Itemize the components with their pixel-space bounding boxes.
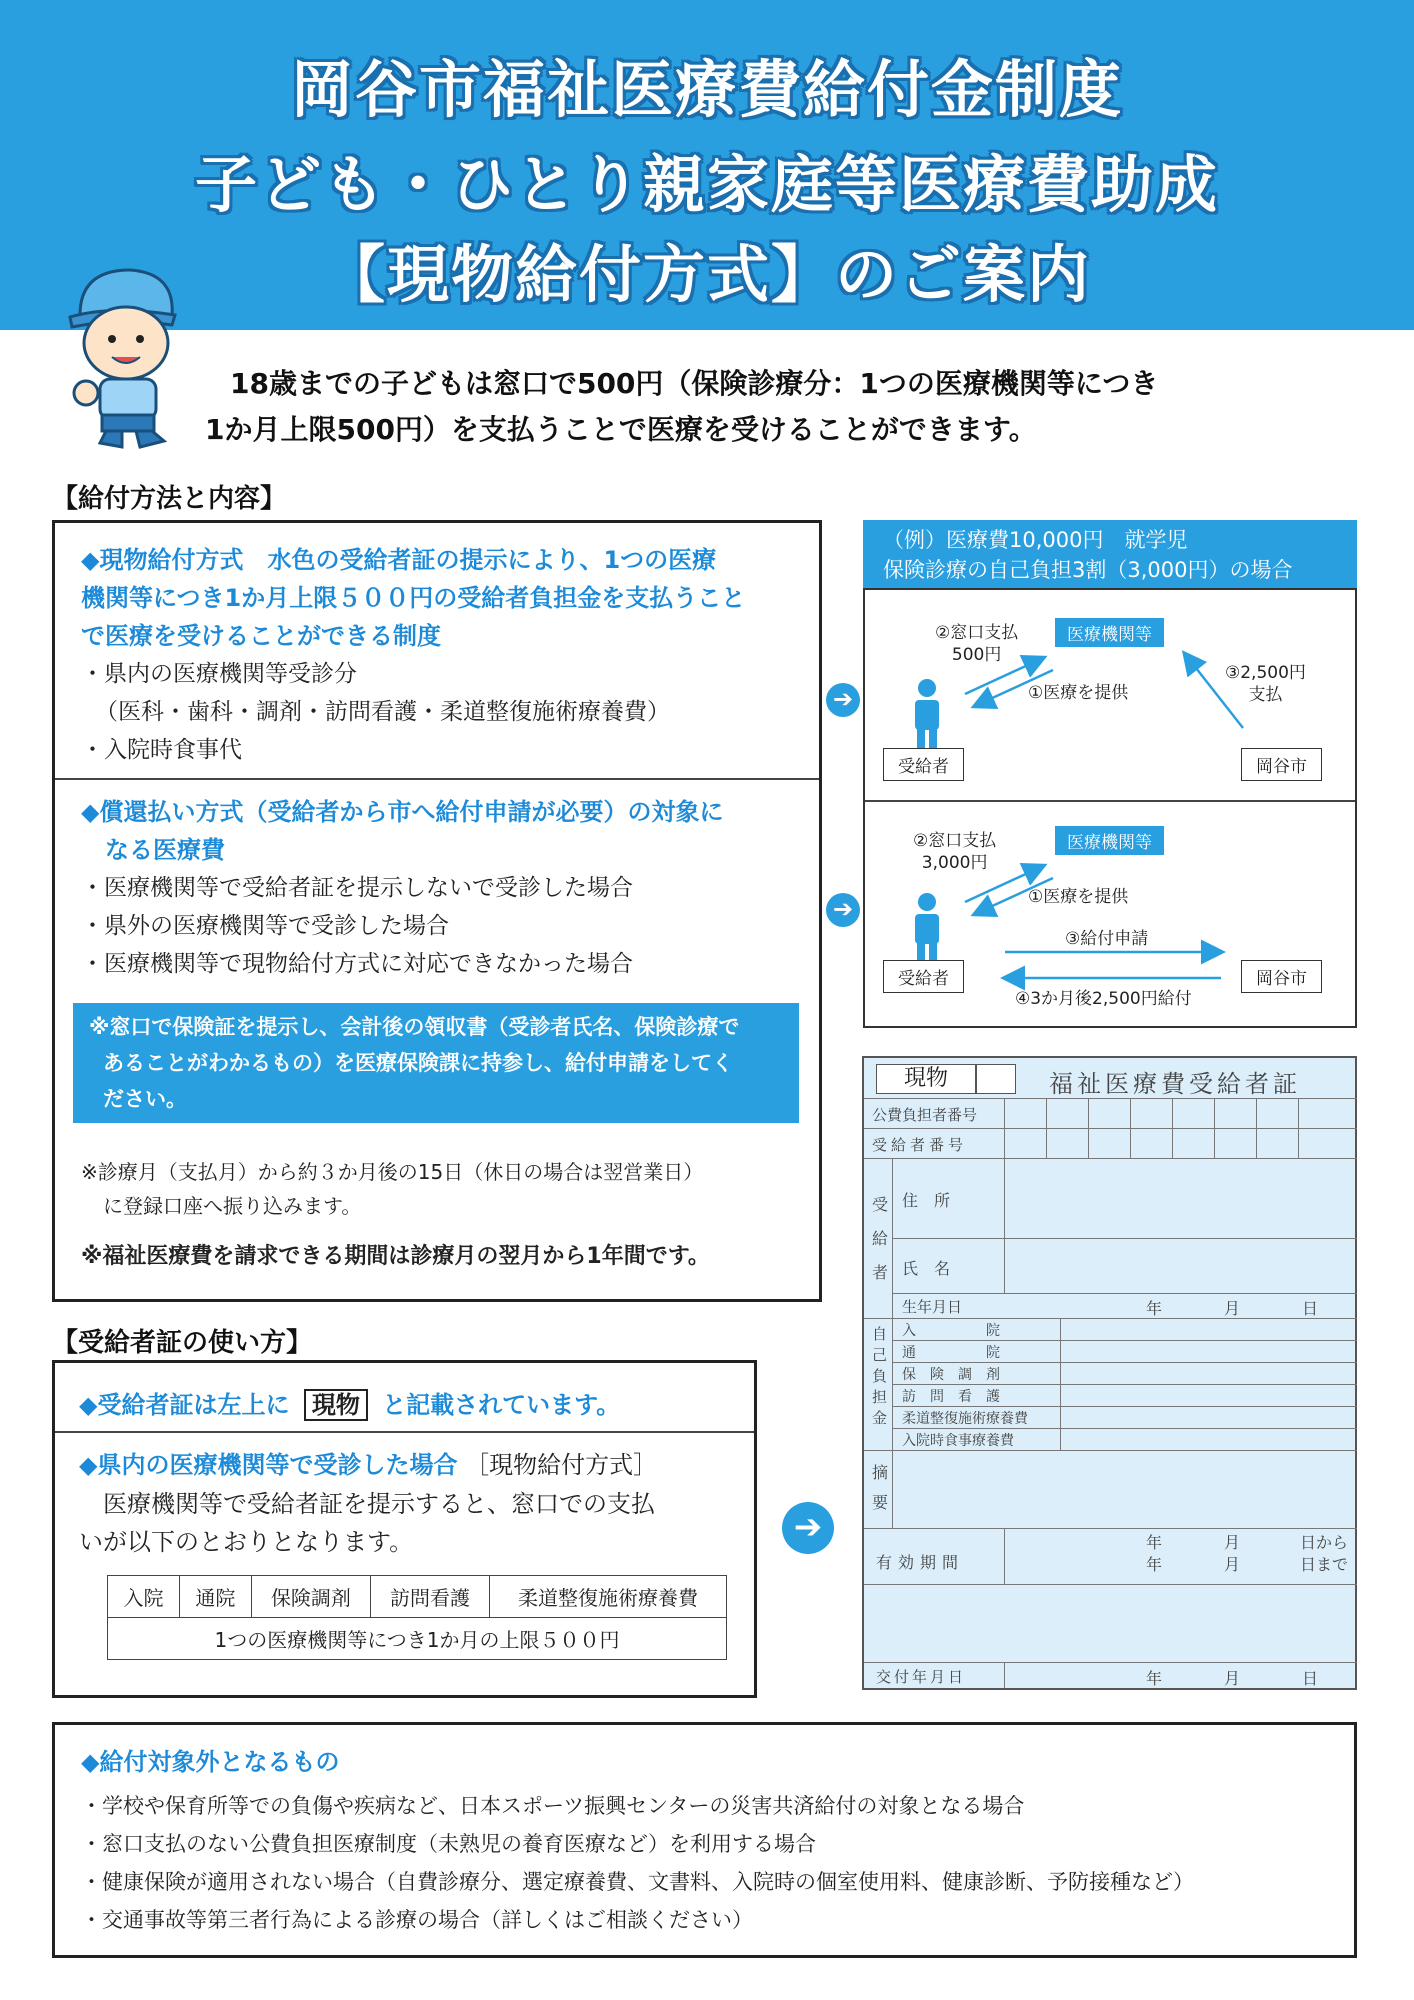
cert-jiko-row: 柔道整復施術療養費: [902, 1411, 1028, 1427]
genbutsu-item: ・入院時食事代: [81, 737, 242, 763]
arrow-city-pay: [1185, 654, 1243, 728]
copay-header: 入院: [108, 1576, 180, 1618]
cert-day: 日: [1302, 1299, 1319, 1318]
case2-jukyusha: 受給者: [883, 960, 964, 993]
case1-city-pay-line: 支払: [1248, 685, 1283, 705]
cert-yuko-month: [1224, 1532, 1240, 1576]
exclusion-item: ・学校や保育所等での負傷や疾病など、日本スポーツ振興センターの災害共済給付の対象となる場合: [81, 1794, 1025, 1818]
cert-side-char: 給: [872, 1229, 889, 1248]
exclusions-heading: ◆給付対象外となるもの: [81, 1748, 340, 1776]
case2-teikyo: ①医療を提供: [1028, 887, 1129, 907]
shokan-note-line: ださい。: [103, 1087, 187, 1111]
cert-month: 月: [1224, 1533, 1241, 1552]
cert-side-char: 担: [872, 1388, 888, 1406]
cert-month: 月: [1224, 1669, 1241, 1688]
shokan-heading-2: なる医療費: [105, 836, 225, 864]
usage-heading-2-text: ◆県内の医療機関等で受診した場合: [79, 1451, 458, 1479]
cert-month: 月: [1224, 1299, 1241, 1318]
genbutsu-item: ・県内の医療機関等受診分: [81, 661, 357, 687]
child-mascot-icon: [60, 255, 190, 455]
example-header-line: 保険診療の自己負担3割（3,000円）の場合: [883, 558, 1293, 582]
copay-header: 通院: [179, 1576, 251, 1618]
cert-side-char: 者: [872, 1263, 889, 1282]
jukyusha-certificate: [862, 1056, 1357, 1690]
genbutsu-item: （医科・歯科・調剤・訪問看護・柔道整復施術療養費）: [95, 699, 670, 725]
title-line-1: 岡谷市福祉医療費給付金制度: [290, 53, 1123, 126]
cert-from: 日から: [1300, 1533, 1349, 1552]
shokan-item: ・県外の医療機関等で受診した場合: [81, 913, 449, 939]
shokan-note-line: ※窓口で保険証を提示し、会計後の領収書（受診者氏名、保険診療で: [89, 1015, 740, 1039]
cert-year: 年: [1146, 1533, 1163, 1552]
arrow-right-icon: ➔: [826, 683, 860, 717]
shokan-note-line: あることがわかるもの）を医療保険課に持参し、給付申請をしてく: [103, 1051, 733, 1075]
usage-box: [52, 1360, 757, 1698]
shokan-heading-1: ◆償還払い方式（受給者から市へ給付申請が必要）の対象に: [81, 798, 724, 826]
example-header: [863, 520, 1357, 590]
genbutsu-heading-3: で医療を受けることができる制度: [81, 622, 441, 650]
case1-amount: 500円: [951, 645, 1002, 665]
arrow-right-icon: ➔: [826, 893, 860, 927]
shokan-item: ・医療機関等で現物給付方式に対応できなかった場合: [81, 951, 633, 977]
example-diagram: [863, 588, 1357, 1028]
cert-yuko-fromto: [1300, 1532, 1348, 1576]
case2-amount: 3,000円: [921, 853, 988, 873]
case2-shinsei: ③給付申請: [1065, 929, 1149, 949]
cert-day: 日: [1302, 1669, 1319, 1688]
copay-header: 訪問看護: [370, 1576, 489, 1618]
copay-value: 1つの医療機関等につき1か月の上限５００円: [108, 1618, 727, 1660]
cert-jiko-row: 入院時食事療養費: [902, 1433, 1014, 1449]
intro-line-2: 1か月上限500円）を支払うことで医療を受けることができます。: [205, 413, 1037, 446]
genbutsu-heading-2: 機関等につき1か月上限５００円の受給者負担金を支払うこと: [81, 584, 746, 612]
usage-line-1: [79, 1385, 620, 1420]
cert-genbutsu: 現物: [876, 1064, 976, 1094]
cert-kofu: 交付年月日: [876, 1668, 967, 1686]
case1-teikyo: ①医療を提供: [1028, 683, 1129, 703]
cert-year: 年: [1146, 1555, 1163, 1574]
usage-body-1: 医療機関等で受給者証を提示すると、窓口での支払: [103, 1490, 655, 1518]
kyufu-method-box: [52, 520, 822, 1302]
cert-side-jiko: [872, 1324, 887, 1429]
cert-side-char: 負: [872, 1367, 888, 1385]
case1-jukyusha: 受給者: [883, 748, 964, 781]
cert-side-char: 要: [872, 1493, 889, 1512]
cert-jiko-row: 訪 問 看 護: [902, 1389, 1000, 1405]
section-title-usage: 【受給者証の使い方】: [52, 1328, 313, 1358]
genbutsu-heading-1: ◆現物給付方式 水色の受給者証の提示により、1つの医療: [81, 546, 717, 574]
cert-yuko-kikan: 有効期間: [876, 1553, 965, 1572]
exclusion-item: ・交通事故等第三者行為による診療の場合（詳しくはご相談ください）: [81, 1908, 753, 1932]
arrow-provide: [975, 878, 1053, 914]
intro-line-1: 18歳までの子どもは窓口で500円（保険診療分：1つの医療機関等につき: [230, 367, 1159, 400]
cert-side-char: 金: [872, 1409, 888, 1427]
exclusion-item: ・窓口支払のない公費負担医療制度（未熟児の養育医療など）を利用する場合: [81, 1832, 816, 1856]
case2-madoguchi-label: ②窓口支払: [913, 831, 997, 851]
header-banner: [0, 0, 1414, 330]
case1-madoguchi-label: ②窓口支払: [935, 623, 1019, 643]
person-icon: [915, 679, 939, 748]
case2-city: 岡谷市: [1241, 960, 1322, 993]
cert-year: 年: [1146, 1299, 1163, 1318]
usage-line-1-post: と記載されています。: [382, 1391, 621, 1419]
usage-heading-2-suffix: ［現物給付方式］: [465, 1451, 658, 1479]
cert-tekiyo: [872, 1458, 888, 1518]
shokan-item: ・医療機関等で受給者証を提示しないで受診した場合: [81, 875, 633, 901]
divider: [55, 1431, 754, 1433]
cert-jukyusha-no: 受給者番号: [872, 1136, 968, 1154]
exclusions-box: [52, 1722, 1357, 1958]
shokan-note: [73, 1003, 799, 1123]
cert-jiko-row: 保 険 調 剤: [902, 1367, 1000, 1383]
arrow-pay: [965, 658, 1043, 694]
usage-body-2: いが以下のとおりとなります。: [79, 1528, 414, 1556]
title-line-2: 子ども・ひとり親家庭等医療費助成: [194, 148, 1219, 221]
arrow-provide: [975, 670, 1053, 706]
case2-kyufu: ④3か月後2,500円給付: [1015, 989, 1192, 1009]
arrow-pay: [965, 866, 1043, 902]
cert-kouhi: 公費負担者番号: [872, 1106, 978, 1124]
genbutsu-tag: 現物: [304, 1389, 368, 1421]
cert-month: 月: [1224, 1555, 1241, 1574]
section-title-kyufu: 【給付方法と内容】: [52, 484, 287, 514]
cert-year: 年: [1146, 1669, 1163, 1688]
case2-iryo-kikan: 医療機関等: [1055, 826, 1164, 855]
cert-to: 日まで: [1300, 1555, 1349, 1574]
cert-blank: [976, 1064, 1016, 1094]
cert-side-char: 摘: [872, 1463, 889, 1482]
divider: [55, 778, 819, 780]
exclusion-item: ・健康保険が適用されない場合（自費診療分、選定療養費、文書料、入院時の個室使用料、健康診断、予防接種など）: [81, 1870, 1194, 1894]
claim-period-note: ※福祉医療費を請求できる期間は診療月の翌月から1年間です。: [81, 1244, 710, 1269]
payment-note-1: ※診療月（支払月）から約３か月後の15日（休日の場合は翌営業日）: [81, 1160, 704, 1184]
payment-note-2: に登録口座へ振り込みます。: [103, 1194, 362, 1218]
cert-title: 福祉医療費受給者証: [1049, 1070, 1301, 1098]
usage-line-1-pre: ◆受給者証は左上に: [79, 1391, 290, 1419]
cert-jiko-row: 通 院: [902, 1345, 1000, 1361]
case1-city: 岡谷市: [1241, 748, 1322, 781]
cert-shimei: 氏 名: [902, 1259, 951, 1278]
title-line-3: 【現物給付方式】のご案内: [322, 238, 1091, 311]
arrow-right-icon: ➔: [782, 1502, 834, 1554]
case1-iryo-kikan: 医療機関等: [1055, 618, 1164, 647]
person-icon: [915, 893, 939, 962]
cert-jusho: 住 所: [902, 1191, 951, 1210]
cert-side-jukyusha: [872, 1188, 888, 1290]
cert-jiko-row: 入 院: [902, 1323, 1000, 1339]
usage-heading-2: [79, 1445, 657, 1480]
case1-city-pay-line: ③2,500円: [1225, 663, 1306, 683]
copay-header: 保険調剤: [251, 1576, 370, 1618]
cert-side-char: 己: [872, 1346, 888, 1364]
cert-yuko-year: [1146, 1532, 1162, 1576]
copay-table: [107, 1575, 727, 1660]
cert-side-char: 受: [872, 1195, 889, 1214]
case2-arrows: [865, 802, 1359, 1028]
example-header-line: （例）医療費10,000円 就学児: [883, 528, 1188, 552]
cert-seinengappi: 生年月日: [902, 1298, 963, 1316]
exclusions-list: [81, 1787, 1194, 1939]
cert-side-char: 自: [872, 1325, 888, 1343]
copay-header: 柔道整復施術療養費: [490, 1576, 727, 1618]
